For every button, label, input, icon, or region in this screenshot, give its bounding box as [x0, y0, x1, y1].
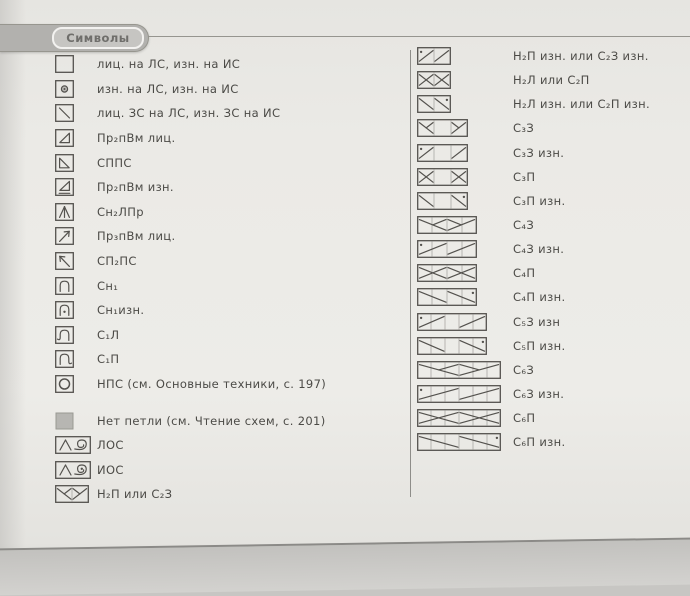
legend-label: изн. на ЛС, изн. на ИС: [97, 81, 239, 96]
legend-row: [55, 458, 405, 483]
legend-row: [417, 68, 687, 92]
legend-label: лиц. на ЛС, изн. на ИС: [97, 57, 241, 72]
tri-bl-icon: [55, 154, 97, 172]
ios-loop-icon: [55, 461, 97, 479]
legend-row: [417, 430, 687, 454]
legend-label: СП₂ПС: [97, 254, 137, 269]
legend-label: Н₂П изн. или С₂З изн.: [513, 49, 649, 64]
legend-row: [417, 237, 687, 261]
legend-label: Н₂Л изн. или С₂П изн.: [513, 97, 650, 112]
legend-row: [417, 310, 687, 334]
legend-row: [55, 298, 405, 323]
section-title: Символы: [66, 31, 130, 45]
arrow-ne-icon: [55, 227, 97, 245]
legend-label: Нет петли (см. Чтение схем, с. 201): [97, 413, 326, 428]
cross-p-psn-icon: [417, 95, 513, 113]
legend-row: [417, 285, 687, 309]
legend-row: [417, 189, 687, 213]
legend-row: [417, 92, 687, 116]
cross-p-icon: [417, 168, 513, 186]
legend-row: [417, 406, 687, 430]
legend-row: [55, 175, 405, 200]
legend-row: [55, 77, 405, 102]
legend-label: С₆З изн.: [513, 387, 565, 402]
tri-br-icon: [55, 129, 97, 147]
legend-row: [55, 347, 405, 372]
cross-p-psn-icon: [417, 433, 513, 451]
purl-dot-icon: [55, 80, 97, 98]
legend-row: [417, 358, 687, 382]
legend-label: Пр₃пВм лиц.: [97, 229, 176, 244]
section-tab-pill: [52, 27, 144, 49]
legend-row: [417, 213, 687, 237]
cross-z-psn-icon: [417, 144, 513, 162]
legend-row: [55, 150, 405, 175]
legend-label: Н₂Л или С₂П: [513, 73, 590, 88]
legend-row: [55, 101, 405, 126]
header-rule: [148, 36, 690, 37]
cross-z-icon: [55, 485, 97, 503]
legend-label: С₁Л: [97, 327, 120, 342]
arc-dot-icon: [55, 301, 97, 319]
legend-label: С₁П: [97, 352, 120, 367]
backslash-icon: [55, 104, 97, 122]
arrow-nw-icon: [55, 252, 97, 270]
cross-z-icon: [417, 361, 513, 379]
cross-p-icon: [417, 409, 513, 427]
legend-label: С₄З изн.: [513, 242, 565, 257]
legend-label: С₃П изн.: [513, 193, 566, 208]
legend-row: [55, 52, 405, 77]
legend-row: [55, 323, 405, 348]
legend-row: [55, 482, 405, 507]
section-tab: [0, 24, 149, 52]
cross-p-icon: [417, 71, 513, 89]
legend-row: [55, 224, 405, 249]
legend-label: Пр₂пВм изн.: [97, 180, 174, 195]
legend-row: [417, 261, 687, 285]
tri-br-under-icon: [55, 178, 97, 196]
legend-label: С₆З: [513, 362, 535, 377]
legend-label: С₅П изн.: [513, 338, 566, 353]
legend-label: С₃З: [513, 121, 535, 136]
legend-label: Сн₁изн.: [97, 303, 145, 318]
legend-label: ЛОС: [97, 438, 124, 453]
knit-square-icon: [55, 55, 97, 73]
los-loop-icon: [55, 436, 97, 454]
legend-label: СППС: [97, 155, 132, 170]
legend-row: [55, 126, 405, 151]
legend-label: С₄П изн.: [513, 290, 566, 305]
legend-row: [55, 372, 405, 397]
page-bottom-edge: [0, 537, 690, 595]
arc-icon: [55, 277, 97, 295]
legend-row: [55, 273, 405, 298]
column-divider: [410, 50, 411, 497]
legend-label: НПС (см. Основные техники, с. 197): [97, 377, 327, 392]
legend-row: [417, 382, 687, 406]
legend-row: [55, 249, 405, 274]
legend-row: [417, 44, 687, 68]
legend-label: С₄П: [513, 266, 536, 281]
legend-label: Сн₁: [97, 278, 119, 293]
legend-row: [417, 165, 687, 189]
lambda-mid-icon: [55, 203, 97, 221]
arc-hook-right-icon: [55, 350, 97, 368]
no-stitch-icon: [55, 412, 97, 430]
legend-column-left: [55, 52, 405, 507]
legend-row: [55, 433, 405, 458]
cross-z-psn-icon: [417, 47, 513, 65]
legend-label: Н₂П или С₂З: [97, 487, 173, 502]
cross-p-psn-icon: [417, 337, 513, 355]
legend-label: С₃З изн.: [513, 145, 565, 160]
legend-label: лиц. ЗС на ЛС, изн. ЗС на ИС: [97, 106, 281, 121]
legend-label: С₅З изн: [513, 314, 561, 329]
cross-p-psn-icon: [417, 192, 513, 210]
legend-label: Пр₂пВм лиц.: [97, 131, 176, 146]
legend-label: С₃П: [513, 169, 536, 184]
legend-row: [55, 408, 405, 433]
cross-z-psn-icon: [417, 240, 513, 258]
cross-z-psn-icon: [417, 385, 513, 403]
arc-hook-left-icon: [55, 326, 97, 344]
legend-row: [417, 334, 687, 358]
cross-z-icon: [417, 119, 513, 137]
legend-label: С₄З: [513, 218, 535, 233]
circle-icon: [55, 375, 97, 393]
legend-label: ИОС: [97, 462, 124, 477]
cross-p-psn-icon: [417, 288, 513, 306]
cross-z-psn-icon: [417, 313, 513, 331]
legend-row: [417, 116, 687, 140]
cross-z-icon: [417, 216, 513, 234]
legend-row: [417, 141, 687, 165]
legend-label: С₆П: [513, 411, 536, 426]
legend-label: Сн₂ЛПр: [97, 204, 144, 219]
cross-p-icon: [417, 264, 513, 282]
legend-column-right: [417, 44, 687, 454]
legend-row: [55, 200, 405, 225]
legend-label: С₆П изн.: [513, 435, 566, 450]
